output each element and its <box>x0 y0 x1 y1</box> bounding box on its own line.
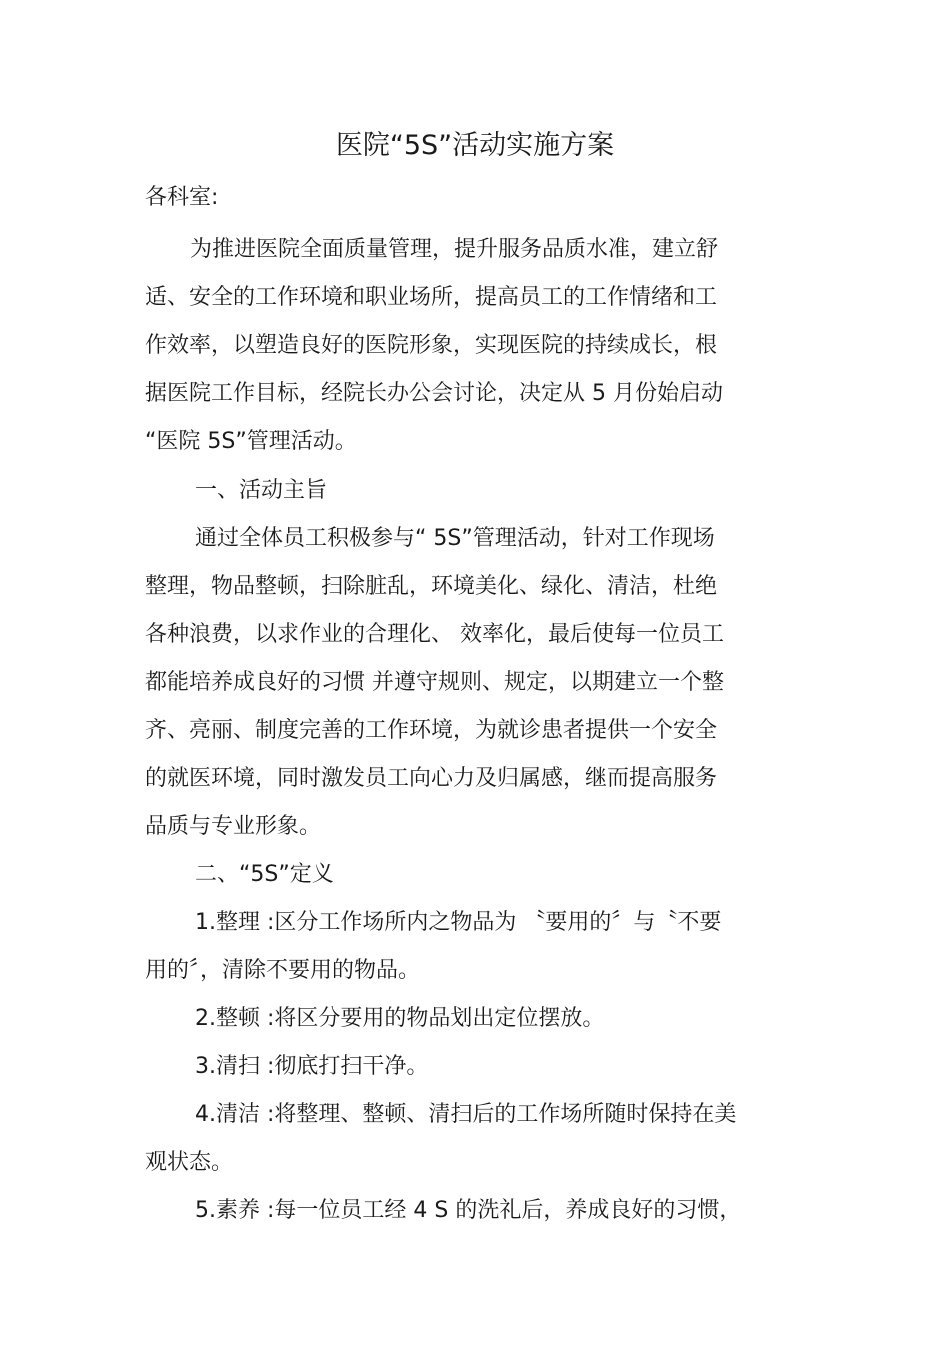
definition-item-2: 2.整顿 :将区分要用的物品划出定位摆放。 <box>195 1006 605 1031</box>
definition-item-3: 3.清扫 :彻底打扫干净。 <box>195 1054 429 1079</box>
paragraph-line: 整理，物品整顿，扫除脏乱，环境美化、绿化、清洁，杜绝 <box>145 574 718 599</box>
paragraph-line: 通过全体员工积极参与“ 5S”管理活动，针对工作现场 <box>195 526 715 551</box>
definition-item-4-cont: 观状态。 <box>145 1150 234 1175</box>
paragraph-line: 各种浪费，以求作业的合理化、 效率化，最后使每一位员工 <box>145 622 724 647</box>
paragraph-line: 据医院工作目标，经院长办公会讨论，决定从 5 月份始启动 <box>145 381 723 406</box>
paragraph-line: 品质与专业形象。 <box>145 814 322 839</box>
paragraph-line: 为推进医院全面质量管理，提升服务品质水准，建立舒 <box>190 237 719 262</box>
paragraph-line: 的就医环境，同时激发员工向心力及归属感，继而提高服务 <box>145 766 718 791</box>
paragraph-line: 适、安全的工作环境和职业场所，提高员工的工作情绪和工 <box>145 285 718 310</box>
definition-item-1: 1.整理 :区分工作场所内之物品为 〝要用的〞与〝不要 <box>195 910 722 935</box>
salutation: 各科室: <box>145 185 219 210</box>
definition-item-5: 5.素养 :每一位员工经 4 S 的洗礼后，养成良好的习惯， <box>195 1198 742 1223</box>
definition-item-4: 4.清洁 :将整理、整顿、清扫后的工作场所随时保持在美 <box>195 1102 737 1127</box>
section-heading-definition: 二、“5S”定义 <box>195 862 334 887</box>
paragraph-line: 都能培养成良好的习惯 并遵守规则、规定，以期建立一个整 <box>145 670 724 695</box>
section-heading-purpose: 一、活动主旨 <box>195 478 328 503</box>
paragraph-line: 齐、亮丽、制度完善的工作环境，为就诊患者提供一个安全 <box>145 718 718 743</box>
paragraph-line: “医院 5S”管理活动。 <box>145 429 357 454</box>
paragraph-line: 作效率，以塑造良好的医院形象，实现医院的持续成长，根 <box>145 333 718 358</box>
document-title: 医院“5S”活动实施方案 <box>335 130 615 161</box>
definition-item-1-cont: 用的〞，清除不要用的物品。 <box>145 958 421 983</box>
